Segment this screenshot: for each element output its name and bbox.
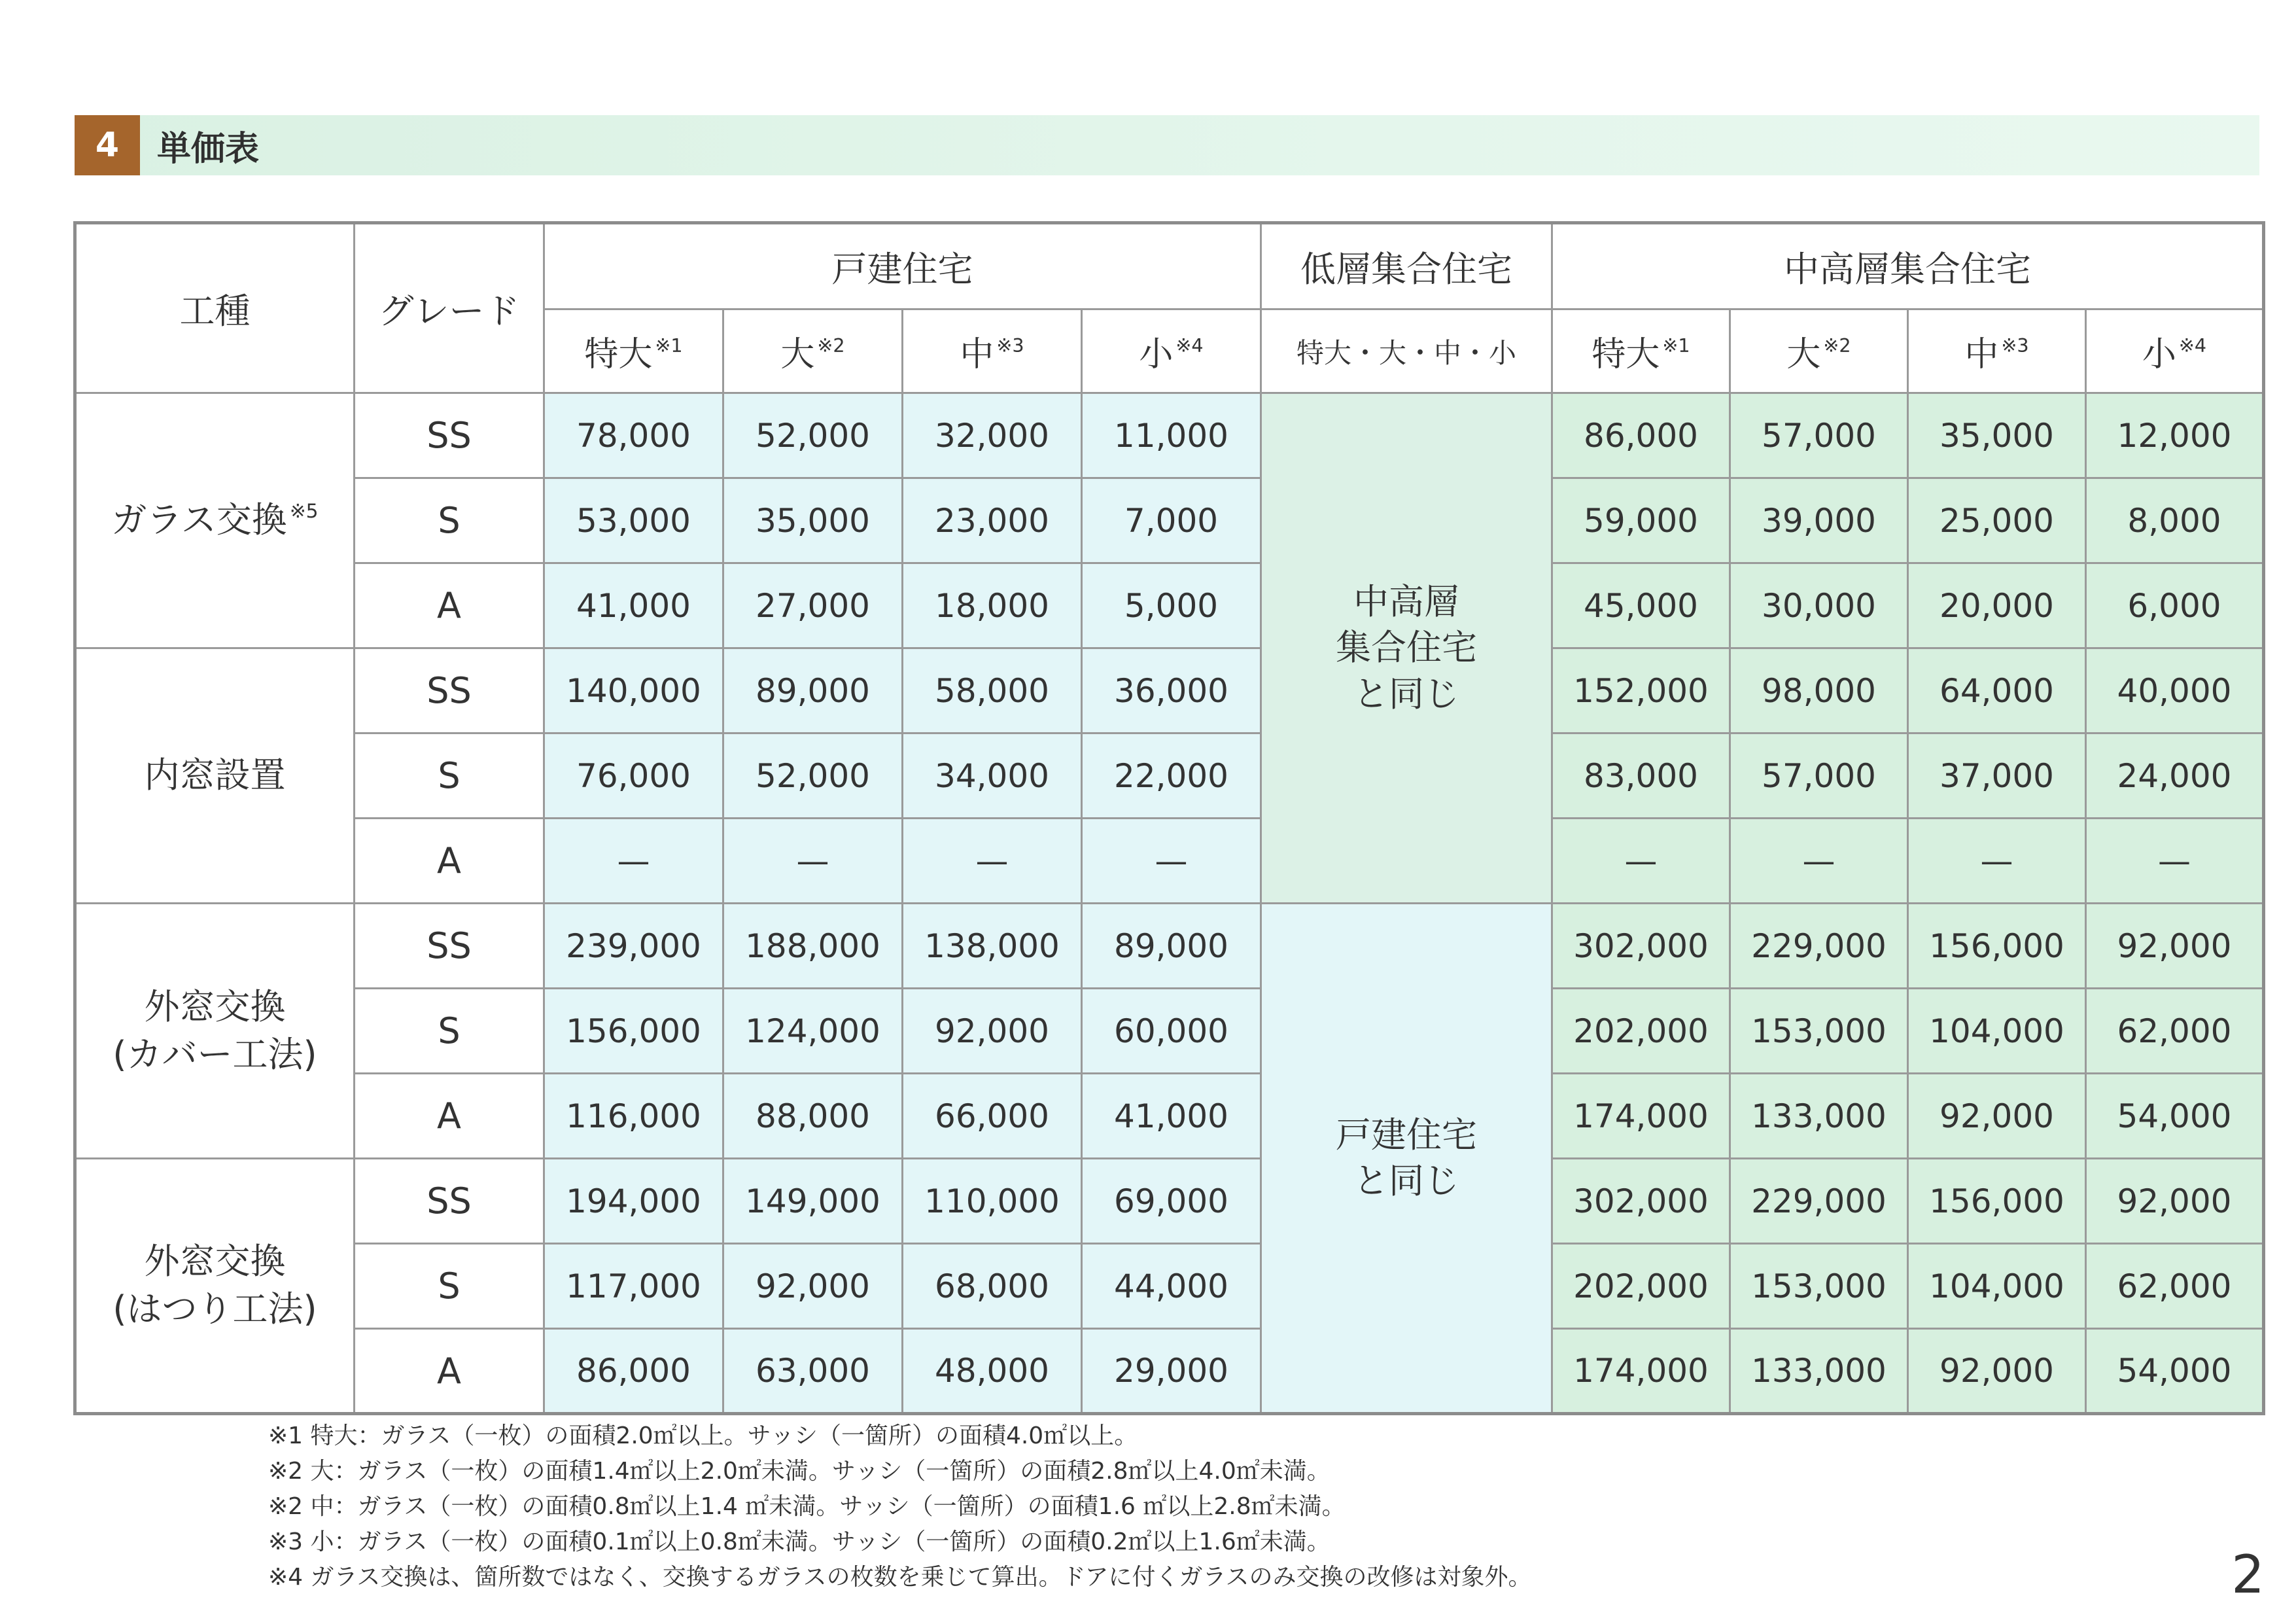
detached-price-cell: 124,000: [723, 989, 903, 1074]
size-label: 大: [780, 335, 815, 374]
detached-price-cell: 23,000: [903, 478, 1082, 563]
footnote-line: ※4 ガラス交換は、箇所数ではなく、交換するガラスの枚数を乗じて算出。ドアに付くガラスのみ交換の改修は対象外。: [268, 1564, 1532, 1591]
high-rise-price-cell: 229,000: [1730, 904, 1908, 989]
size-label: 中: [1964, 335, 1999, 374]
size-label: 中: [960, 335, 994, 374]
detached-price-cell: 29,000: [1082, 1329, 1261, 1414]
high-rise-price-cell: 8,000: [2086, 478, 2264, 563]
grade-cell: S: [355, 1244, 544, 1329]
detached-price-cell: 34,000: [903, 733, 1082, 819]
low-rise-size-header: 特大・大・中・小: [1261, 309, 1552, 393]
detached-price-cell: 194,000: [544, 1159, 723, 1244]
grade-cell: A: [355, 563, 544, 648]
detached-price-cell: 41,000: [544, 563, 723, 648]
size-note: ※3: [996, 334, 1024, 357]
section-header-bar: [75, 115, 2259, 175]
detached-price-cell: 138,000: [903, 904, 1082, 989]
detached-price-cell: 36,000: [1082, 648, 1261, 733]
table-row: [75, 563, 2264, 648]
high-rise-price-cell: 92,000: [1908, 1329, 2086, 1414]
high-rise-price-cell: 40,000: [2086, 648, 2264, 733]
detached-price-cell: 69,000: [1082, 1159, 1261, 1244]
header-high-rise: 中高層集合住宅: [1552, 223, 2264, 309]
high-rise-price-cell: 202,000: [1552, 989, 1730, 1074]
table-row: [75, 1159, 2264, 1244]
footnote-line: ※2 中：ガラス（一枚）の面積0.8㎡以上1.4 ㎡未満。サッシ（一箇所）の面積1.6 ㎡以上2.8㎡未満。: [268, 1493, 1346, 1520]
table-row: [75, 1244, 2264, 1329]
detached-size-1: [723, 309, 903, 393]
detached-price-cell: 52,000: [723, 393, 903, 478]
high-rise-price-cell: 174,000: [1552, 1074, 1730, 1159]
grade-cell: A: [355, 1074, 544, 1159]
work-type-cell: [75, 1159, 355, 1414]
detached-size-2: [903, 309, 1082, 393]
size-label: 特大: [584, 335, 653, 374]
header-work-type: 工種: [75, 223, 355, 393]
high-rise-price-cell: 57,000: [1730, 393, 1908, 478]
high-rise-size-2: [1908, 309, 2086, 393]
high-rise-price-cell: 54,000: [2086, 1074, 2264, 1159]
detached-size-3: [1082, 309, 1261, 393]
size-note: ※1: [655, 334, 683, 357]
high-rise-price-cell: 83,000: [1552, 733, 1730, 819]
size-label: 大: [1786, 335, 1821, 374]
detached-price-cell: 89,000: [1082, 904, 1261, 989]
section-title: 単価表: [157, 129, 260, 169]
work-type-note: ※5: [289, 499, 319, 523]
size-note: ※1: [1662, 334, 1690, 357]
detached-price-cell: 44,000: [1082, 1244, 1261, 1329]
grade-cell: A: [355, 819, 544, 904]
high-rise-price-cell: 156,000: [1908, 1159, 2086, 1244]
work-type-cell: [75, 904, 355, 1159]
detached-price-cell: 52,000: [723, 733, 903, 819]
high-rise-price-cell: 92,000: [2086, 904, 2264, 989]
detached-price-cell: 68,000: [903, 1244, 1082, 1329]
size-note: ※4: [2178, 334, 2207, 357]
detached-price-cell: 41,000: [1082, 1074, 1261, 1159]
detached-price-cell: 140,000: [544, 648, 723, 733]
table-row: [75, 733, 2264, 819]
high-rise-price-cell: 92,000: [2086, 1159, 2264, 1244]
detached-price-cell: 78,000: [544, 393, 723, 478]
high-rise-size-1: [1730, 309, 1908, 393]
detached-price-cell: 188,000: [723, 904, 903, 989]
detached-price-cell: 63,000: [723, 1329, 903, 1414]
high-rise-price-cell: 86,000: [1552, 393, 1730, 478]
grade-cell: A: [355, 1329, 544, 1414]
table-row: [75, 393, 2264, 478]
low-rise-same-as-detached: [1261, 904, 1552, 1414]
high-rise-price-cell: 202,000: [1552, 1244, 1730, 1329]
high-rise-price-cell: 133,000: [1730, 1329, 1908, 1414]
size-label: 小: [2142, 335, 2176, 374]
high-rise-price-cell: 30,000: [1730, 563, 1908, 648]
grade-cell: SS: [355, 648, 544, 733]
detached-price-cell: 76,000: [544, 733, 723, 819]
high-rise-price-cell: —: [2086, 819, 2264, 904]
table-row: [75, 819, 2264, 904]
detached-price-cell: 110,000: [903, 1159, 1082, 1244]
header-low-rise: 低層集合住宅: [1261, 223, 1552, 309]
page-number: 2: [2231, 1544, 2265, 1605]
header-grade: グレード: [355, 223, 544, 393]
high-rise-price-cell: 98,000: [1730, 648, 1908, 733]
high-rise-price-cell: 156,000: [1908, 904, 2086, 989]
table-row: [75, 1329, 2264, 1414]
detached-price-cell: 66,000: [903, 1074, 1082, 1159]
high-rise-size-0: [1552, 309, 1730, 393]
footnotes: [268, 1419, 1531, 1595]
work-type-label: 内窓設置: [144, 754, 286, 796]
detached-size-0: [544, 309, 723, 393]
detached-price-cell: 149,000: [723, 1159, 903, 1244]
detached-price-cell: 58,000: [903, 648, 1082, 733]
work-type-cell: [75, 393, 355, 648]
detached-price-cell: 92,000: [903, 989, 1082, 1074]
high-rise-price-cell: 57,000: [1730, 733, 1908, 819]
grade-cell: S: [355, 478, 544, 563]
grade-cell: S: [355, 733, 544, 819]
table-row: [75, 1074, 2264, 1159]
high-rise-price-cell: 25,000: [1908, 478, 2086, 563]
detached-price-cell: —: [903, 819, 1082, 904]
high-rise-price-cell: 37,000: [1908, 733, 2086, 819]
high-rise-price-cell: 133,000: [1730, 1074, 1908, 1159]
high-rise-price-cell: 45,000: [1552, 563, 1730, 648]
detached-price-cell: 32,000: [903, 393, 1082, 478]
high-rise-price-cell: 152,000: [1552, 648, 1730, 733]
footnote-line: ※1 特大：ガラス（一枚）の面積2.0㎡以上。サッシ（一箇所）の面積4.0㎡以上。: [268, 1422, 1138, 1449]
high-rise-price-cell: —: [1552, 819, 1730, 904]
high-rise-price-cell: —: [1908, 819, 2086, 904]
detached-price-cell: 7,000: [1082, 478, 1261, 563]
detached-price-cell: 86,000: [544, 1329, 723, 1414]
merged-line: 集合住宅: [1336, 627, 1477, 669]
grade-cell: SS: [355, 1159, 544, 1244]
header-detached: 戸建住宅: [544, 223, 1261, 309]
detached-price-cell: 239,000: [544, 904, 723, 989]
size-label: 小: [1139, 335, 1174, 374]
detached-price-cell: —: [544, 819, 723, 904]
detached-price-cell: 88,000: [723, 1074, 903, 1159]
high-rise-price-cell: 59,000: [1552, 478, 1730, 563]
detached-price-cell: 60,000: [1082, 989, 1261, 1074]
detached-price-cell: 89,000: [723, 648, 903, 733]
detached-price-cell: 48,000: [903, 1329, 1082, 1414]
size-note: ※2: [1823, 334, 1851, 357]
size-note: ※4: [1175, 334, 1204, 357]
detached-price-cell: 117,000: [544, 1244, 723, 1329]
table-row: [75, 904, 2264, 989]
size-label: 特大: [1592, 335, 1660, 374]
detached-price-cell: 116,000: [544, 1074, 723, 1159]
grade-cell: SS: [355, 393, 544, 478]
merged-line: 戸建住宅: [1336, 1114, 1477, 1156]
high-rise-price-cell: 24,000: [2086, 733, 2264, 819]
footnote-line: ※3 小：ガラス（一枚）の面積0.1㎡以上0.8㎡未満。サッシ（一箇所）の面積0.2㎡以上1.6㎡未満。: [268, 1528, 1331, 1555]
work-type-cell: [75, 648, 355, 904]
detached-price-cell: 35,000: [723, 478, 903, 563]
detached-price-cell: 156,000: [544, 989, 723, 1074]
high-rise-price-cell: 92,000: [1908, 1074, 2086, 1159]
work-type-label: (カバー工法): [113, 1033, 317, 1075]
footnote-line: ※2 大：ガラス（一枚）の面積1.4㎡以上2.0㎡未満。サッシ（一箇所）の面積2.8㎡以上4.0㎡未満。: [268, 1458, 1331, 1485]
high-rise-price-cell: —: [1730, 819, 1908, 904]
high-rise-price-cell: 62,000: [2086, 989, 2264, 1074]
high-rise-price-cell: 6,000: [2086, 563, 2264, 648]
merged-line: と同じ: [1353, 673, 1459, 715]
table-row: [75, 478, 2264, 563]
high-rise-price-cell: 153,000: [1730, 1244, 1908, 1329]
detached-price-cell: 22,000: [1082, 733, 1261, 819]
high-rise-size-3: [2086, 309, 2264, 393]
work-type-label-wrap: [77, 497, 353, 544]
table-row: [75, 648, 2264, 733]
high-rise-price-cell: 20,000: [1908, 563, 2086, 648]
high-rise-price-cell: 302,000: [1552, 904, 1730, 989]
high-rise-price-cell: 153,000: [1730, 989, 1908, 1074]
size-note: ※2: [817, 334, 845, 357]
detached-price-cell: 53,000: [544, 478, 723, 563]
high-rise-price-cell: 12,000: [2086, 393, 2264, 478]
work-type-label: ガラス交換: [111, 499, 287, 541]
high-rise-price-cell: 64,000: [1908, 648, 2086, 733]
section-number: 4: [75, 115, 140, 175]
merged-line: と同じ: [1353, 1160, 1459, 1201]
detached-price-cell: 11,000: [1082, 393, 1261, 478]
work-type-label: 外窓交換: [144, 985, 286, 1027]
detached-price-cell: 5,000: [1082, 563, 1261, 648]
high-rise-price-cell: 229,000: [1730, 1159, 1908, 1244]
high-rise-price-cell: 39,000: [1730, 478, 1908, 563]
high-rise-price-cell: 104,000: [1908, 1244, 2086, 1329]
high-rise-price-cell: 54,000: [2086, 1329, 2264, 1414]
unit-price-table: [73, 221, 2265, 1415]
detached-price-cell: —: [723, 819, 903, 904]
high-rise-price-cell: 104,000: [1908, 989, 2086, 1074]
detached-price-cell: 92,000: [723, 1244, 903, 1329]
detached-price-cell: 27,000: [723, 563, 903, 648]
high-rise-price-cell: 302,000: [1552, 1159, 1730, 1244]
work-type-label: 外窓交換: [144, 1241, 286, 1282]
table-row: [75, 989, 2264, 1074]
size-note: ※3: [2001, 334, 2029, 357]
merged-line: 中高層: [1353, 581, 1459, 623]
high-rise-price-cell: 62,000: [2086, 1244, 2264, 1329]
detached-price-cell: —: [1082, 819, 1261, 904]
work-type-label: (はつり工法): [113, 1288, 317, 1330]
high-rise-price-cell: 35,000: [1908, 393, 2086, 478]
grade-cell: S: [355, 989, 544, 1074]
low-rise-same-as-high-rise: [1261, 393, 1552, 904]
grade-cell: SS: [355, 904, 544, 989]
detached-price-cell: 18,000: [903, 563, 1082, 648]
high-rise-price-cell: 174,000: [1552, 1329, 1730, 1414]
